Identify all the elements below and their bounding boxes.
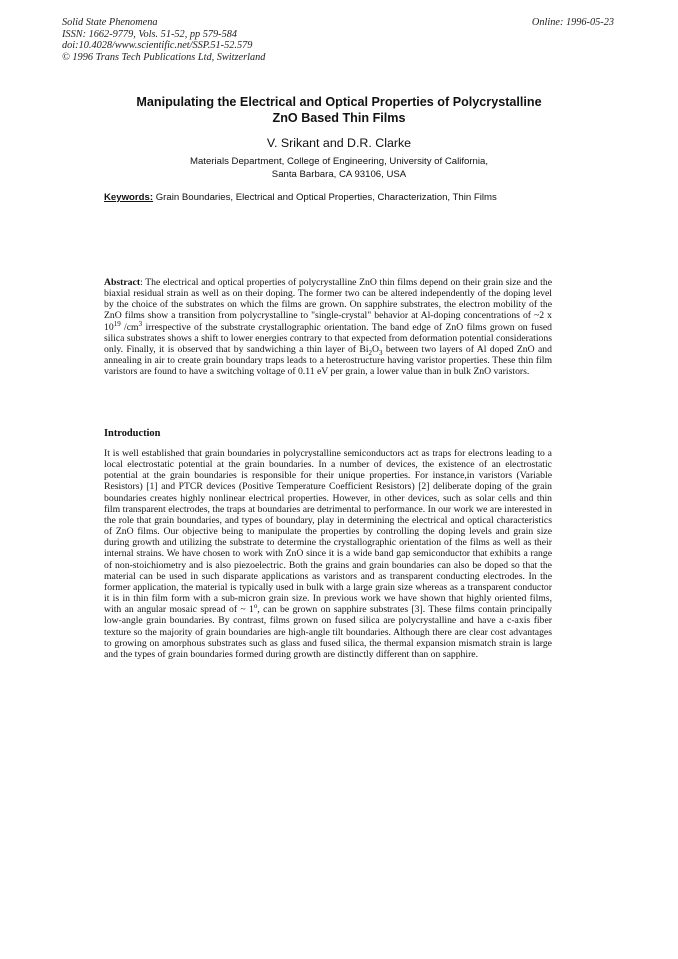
copyright-line: © 1996 Trans Tech Publications Ltd, Switzerland — [62, 51, 266, 63]
intro-text-1: It is well established that grain boundaries in polycrystalline semiconductors act as traps for electrons leading to a local electrostatic potential at the grain boundaries. In a number of devices, the existence of an electrostatic potential at the grain boundaries is responsible for their unique properties. For instance,in varistors (Variable Resistors) [1] and PTCR devices (Positive Temperature Coefficient Resistors) [2] deliberate doping of the grain boundaries creates highly nonlinear electrical properties. However, in other devices, such as solar cells and thin film transparent electrodes, the traps at boundaries are detrimental to performance. In our work we are interested in the role that grain boundaries, and types of boundary, play in determining the electrical and optical characteristics of ZnO films. Our objective being to manipulate the properties by controlling the doping levels and grain size during growth and utilizing the substrate to determine the crystallographic orientation of the films as well as their internal strains. We have chosen to work with ZnO since it is a wide band gap semiconductor that exhibits a range of non-stoichiometry and is also piezoelectric. Both the grains and grain boundaries can also be doped so that the material can be used in such disparate applications as varistors and as transparent conducting electrodes. In the former application, the material is typically used in bulk with a large grain size whereas as a transparent conductor it is in thin film form with a sub-micron grain size. In previous work we have shown that highly oriented films, with an angular mosaic spread of ~ 1 — [104, 448, 552, 616]
journal-name: Solid State Phenomena — [62, 17, 158, 28]
intro-degree-superscript: o — [253, 601, 258, 610]
keywords — [104, 192, 584, 203]
title-line-2: ZnO Based Thin Films — [272, 111, 406, 125]
keywords-list: Grain Boundaries, Electrical and Optical Properties, Characterization, Thin Films — [155, 192, 497, 203]
abstract-exponent-2: 3 — [138, 319, 143, 328]
intro-text-2: , can be grown on sapphire substrates [3]. These films contain principally low-angle grain boundaries. By contrast, films grown on fused silica are polycrystalline and have a c-axis fiber texture so the majority of grain boundaries are high-angle tilt boundaries. Although there are clear cost advantages to growing on amorphous substrates such as glass and fused silica, the thermal expansion mismatch strain is large and the types of grain boundaries formed during growth are distinctly different than on sapphire. — [104, 604, 552, 660]
authors: V. Srikant and D.R. Clarke — [266, 136, 412, 150]
abstract-text-2: /cm — [120, 321, 139, 333]
abstract-exponent-1: 19 — [113, 319, 121, 328]
affiliation-line-1: Materials Department, College of Engineering, University of California, — [189, 156, 489, 167]
publication-info — [62, 17, 265, 63]
paper-title — [100, 94, 578, 126]
abstract-text-4: O — [372, 343, 380, 355]
title-line-1: Manipulating the Electrical and Optical Properties of Polycrystalline — [136, 95, 542, 109]
affiliation — [100, 156, 578, 181]
doi-line[interactable]: doi:10.4028/www.scientific.net/SSP.51-52.579 — [62, 40, 253, 51]
introduction-paragraph — [104, 448, 552, 660]
introduction-heading: Introduction — [104, 428, 161, 439]
issn-line: ISSN: 1662-9779, Vols. 51-52, pp 579-584 — [62, 28, 238, 40]
abstract-text-1: : The electrical and optical properties of polycrystalline ZnO thin films depend on their grain size and the biaxial residual strain as well as on their doping. The former two can be altered independently of the doping level by the choice of the substrates on which the films are grown. On sapphire substrates, the electron mobility of the ZnO films show a transition from polycrystalline to "single-crystal" behavior at Al-doping concentrations of ~2 x 10 — [104, 277, 552, 333]
keywords-label: Keywords: — [104, 192, 154, 203]
abstract-text-5: between two layers of Al doped ZnO and annealing in air to create grain boundary traps leads to a heterostructure having varistor properties. These thin film varistors are found to have a switching voltage of 0.11 eV per grain, a lower value than in bulk ZnO varistors. — [104, 343, 552, 378]
abstract-label: Abstract — [104, 277, 141, 288]
abstract-subscript-2: 3 — [379, 348, 383, 357]
abstract-text-3: irrespective of the substrate crystallographic orientation. The band edge of ZnO films grown on fused silica substrates shows a shift to lower energies contrary to that expected from deformation potential considerations only. Finally, it is observed that by sandwiching a thin layer of Bi — [104, 321, 552, 355]
affiliation-line-2: Santa Barbara, CA 93106, USA — [271, 168, 407, 180]
abstract — [104, 277, 552, 377]
online-date: Online: 1996-05-23 — [531, 17, 614, 28]
abstract-subscript-1: 2 — [368, 348, 373, 357]
